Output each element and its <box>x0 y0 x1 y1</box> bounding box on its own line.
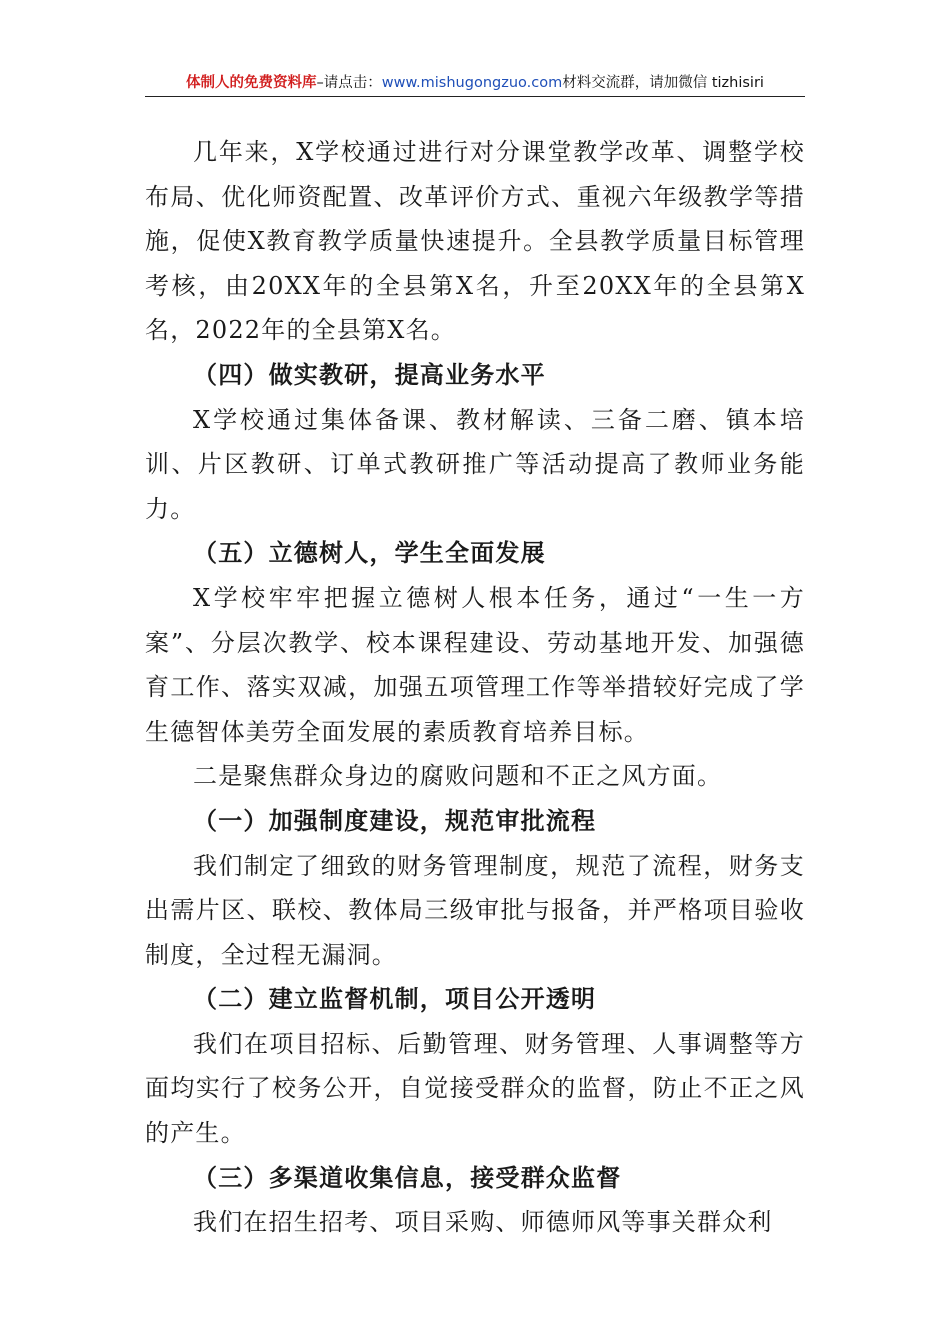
section-heading: （三）多渠道收集信息，接受群众监督 <box>193 1162 622 1192</box>
paragraph-body: 我们在招生招考、项目采购、师德师风等事关群众利 <box>193 1208 773 1237</box>
header-site-name[interactable]: 体制人的免费资料库 <box>186 75 317 91</box>
paragraph-body: 二是聚焦群众身边的腐败问题和不正之风方面。 <box>193 762 723 791</box>
paragraph-body: 几年来，X学校通过进行对分课堂教学改革、调整学校布局、优化师资配置、改革评价方式、重视六年级教学等措施，促使X教育教学质量快速提升。全县教学质量目标管理考核，由20XX年的全县第X名，升至20XX年的全县第X名，2022年的全县第X名。 <box>145 138 805 345</box>
paragraph-body: X学校通过集体备课、教材解读、三备二磨、镇本培训、片区教研、订单式教研推广等活动提高了教师业务能力。 <box>145 405 805 523</box>
header-url-link[interactable]: www.mishugongzuo.com <box>381 75 563 91</box>
section-heading: （四）做实教研，提高业务水平 <box>193 359 546 389</box>
paragraph-body: 我们制定了细致的财务管理制度，规范了流程，财务支出需片区、联校、教体局三级审批与报备，并严格项目验收制度，全过程无漏洞。 <box>145 851 805 969</box>
page-header-banner <box>145 66 805 97</box>
section-heading: （二）建立监督机制，项目公开透明 <box>193 984 597 1014</box>
paragraph-body: X学校牢牢把握立德树人根本任务，通过“一生一方案”、分层次教学、校本课程建设、劳动基地开发、加强德育工作、落实双减，加强五项管理工作等举措较好完成了学生德智体美劳全面发展的素质教育培养目标。 <box>145 583 805 746</box>
paragraph-body: 我们在项目招标、后勤管理、财务管理、人事调整等方面均实行了校务公开，自觉接受群众的监督，防止不正之风的产生。 <box>145 1029 805 1148</box>
section-heading: （一）加强制度建设，规范审批流程 <box>193 805 597 835</box>
section-heading: （五）立德树人，学生全面发展 <box>193 538 546 568</box>
header-suffix: 材料交流群，请加微信 tizhisiri <box>562 75 764 91</box>
header-prompt: –请点击： <box>316 75 382 91</box>
document-body <box>145 130 805 1245</box>
